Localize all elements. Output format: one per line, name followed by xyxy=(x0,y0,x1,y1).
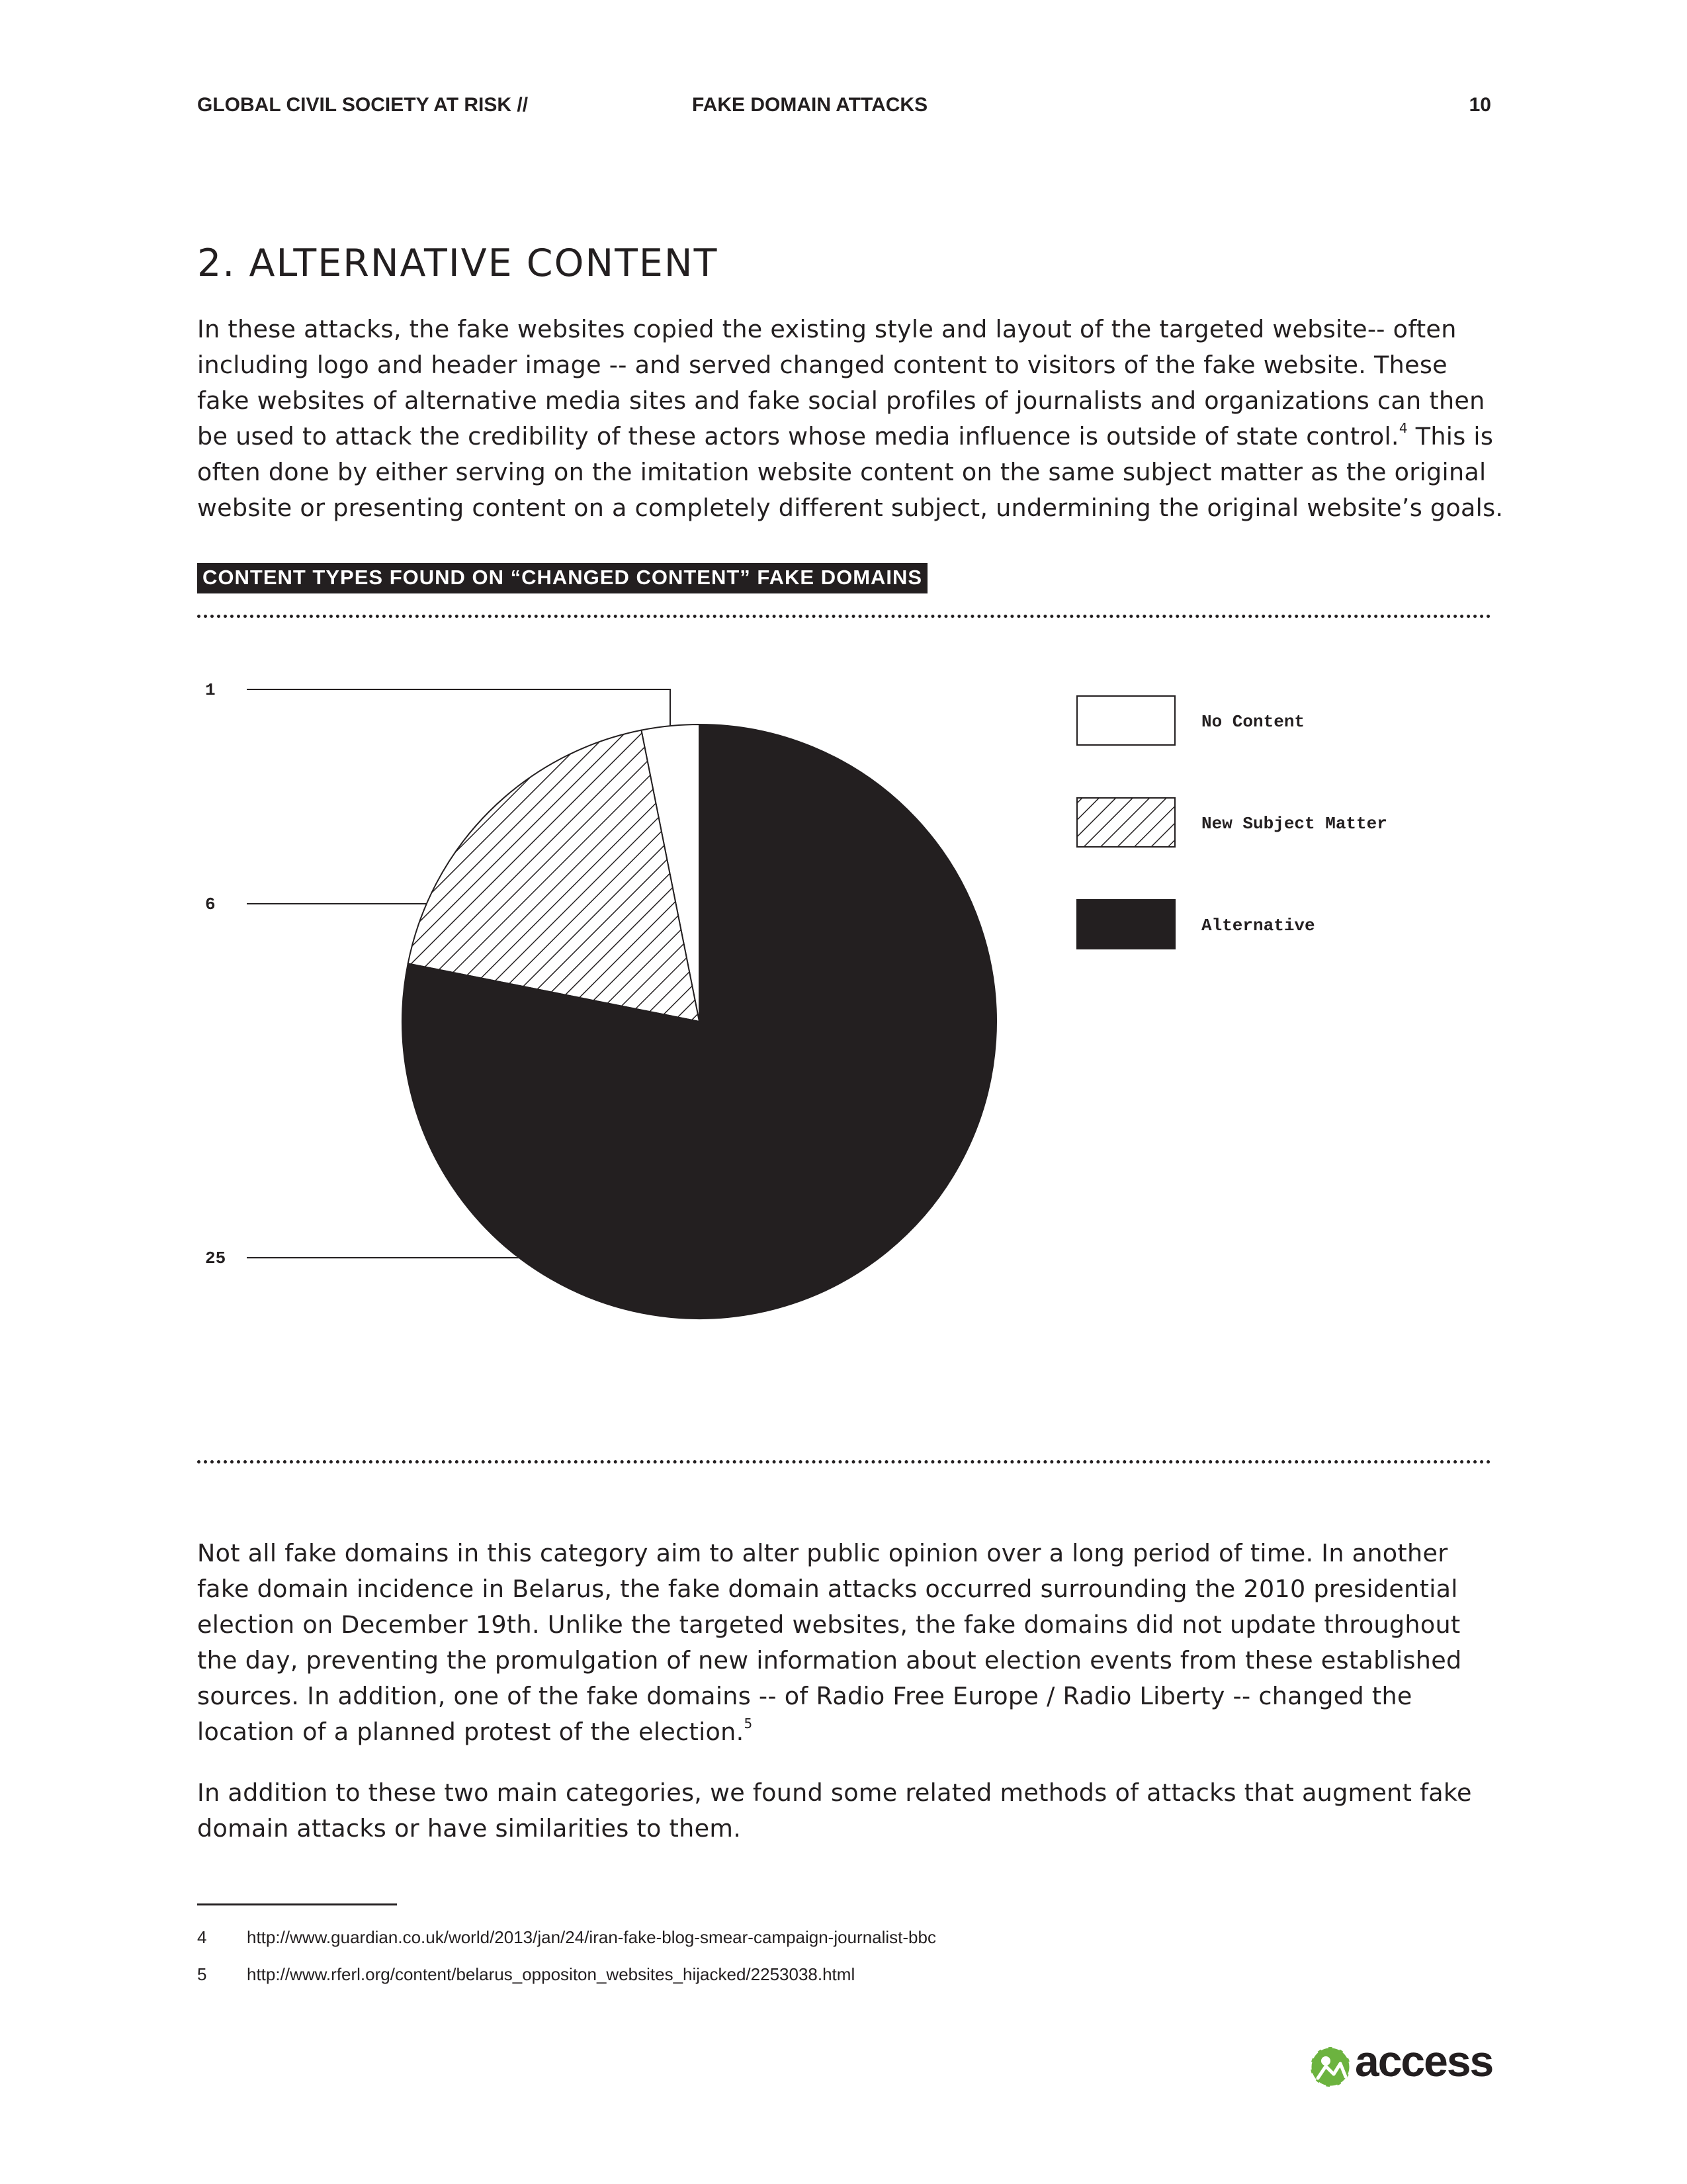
footnote-ref-4[interactable]: 4 xyxy=(1399,420,1408,436)
header-report-title: GLOBAL CIVIL SOCIETY AT RISK // xyxy=(197,94,529,116)
pie-legend xyxy=(1077,696,1387,949)
running-header xyxy=(197,94,1491,127)
intro-text: In these attacks, the fake websites copied the existing style and layout of the targeted website-- often including logo and header image -- and served changed content to visitors of the fake website. These fake websites of alternative media sites and fake social profiles of journalists and organizations can then be used to attack the credibility of these actors whose media influence is outside of state control. xyxy=(197,315,1485,451)
legend-swatch xyxy=(1077,696,1175,745)
footnote-link[interactable]: http://www.rferl.org/content/belarus_oppositon_websites_hijacked/2253038.html xyxy=(247,1964,855,1984)
legend-label: New Subject Matter xyxy=(1201,814,1387,834)
access-logo-text: access xyxy=(1355,2036,1493,2085)
pie-value-label: 25 xyxy=(205,1248,226,1268)
footnote-5 xyxy=(197,1964,855,1985)
legend-label: No Content xyxy=(1201,712,1305,732)
belarus-text: Not all fake domains in this category aim to alter public opinion over a long period of time. In another fake domain incidence in Belarus, the fake domain attacks occurred surrounding the 2010 presidential election on December 19th. Unlike the targeted websites, the fake domains did not update throughout the day, preventing the promulgation of new information about election events from these established sources. In addition, one of the fake domains -- of Radio Free Europe / Radio Liberty -- changed the location of a planned protest of the election. xyxy=(197,1539,1462,1746)
belarus-paragraph xyxy=(197,1536,1507,1750)
intro-paragraph xyxy=(197,312,1507,526)
section-heading: 2. ALTERNATIVE CONTENT xyxy=(197,241,718,285)
footnote-rule xyxy=(197,1903,397,1905)
legend-swatch xyxy=(1077,900,1175,949)
footnote-ref-5[interactable]: 5 xyxy=(744,1716,753,1731)
legend-label: Alternative xyxy=(1201,916,1315,936)
intro-text-continued: This is often done by either serving on the imitation website content on the same subject matter as the original website or presenting content on a completely different subject, undermining the original website’s goals. xyxy=(197,422,1504,522)
footnote-link[interactable]: http://www.guardian.co.uk/world/2013/jan/24/iran-fake-blog-smear-campaign-journalist-bbc xyxy=(247,1927,936,1947)
figure-bottom-rule xyxy=(197,1460,1491,1463)
pie-value-labels xyxy=(205,680,226,1268)
access-logo-icon xyxy=(1309,2045,1352,2089)
pie-value-label: 6 xyxy=(205,895,216,914)
header-chapter-title: FAKE DOMAIN ATTACKS xyxy=(692,94,928,116)
leader-line xyxy=(247,689,670,726)
footnote-number: 4 xyxy=(197,1927,207,1947)
footnote-4 xyxy=(197,1927,936,1948)
pie-chart xyxy=(197,655,1491,1403)
legend-swatch xyxy=(1077,798,1175,847)
pie-slices xyxy=(402,724,996,1319)
figure-title: CONTENT TYPES FOUND ON “CHANGED CONTENT” FAKE DOMAINS xyxy=(197,563,928,593)
page-number: 10 xyxy=(1469,94,1491,116)
figure-top-rule xyxy=(197,615,1491,618)
pie-value-label: 1 xyxy=(205,680,216,700)
related-methods-paragraph: In addition to these two main categories, we found some related methods of attacks that augment fake domain attacks or have similarities to them. xyxy=(197,1778,1472,1843)
footnote-number: 5 xyxy=(197,1964,207,1984)
